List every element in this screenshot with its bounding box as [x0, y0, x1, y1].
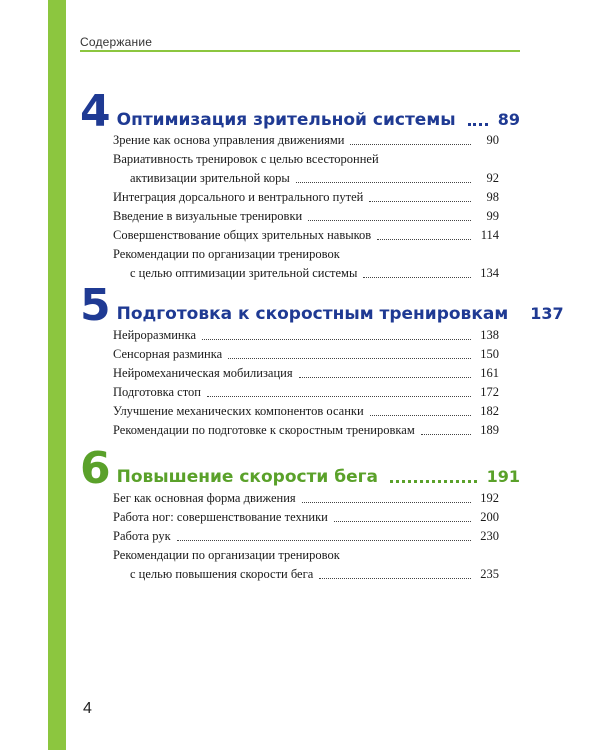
toc-entry[interactable]: Рекомендации по подготовке к скоростным тренировкам 189 [113, 423, 499, 437]
chapter-page: 89 [497, 110, 520, 129]
toc-entry-continued[interactable]: с целью оптимизации зрительной системы 134 [130, 266, 499, 280]
chapter-page: 137 [530, 304, 564, 323]
toc-entry[interactable]: Работа ног: совершенствование техники 200 [113, 510, 499, 524]
toc-entry[interactable]: Интеграция дорсального и вентрального путей 98 [113, 190, 499, 204]
chapter-leader-dots [390, 480, 477, 483]
chapter-4-entries [113, 131, 499, 283]
chapter-5-entries [113, 326, 499, 440]
toc-entry[interactable]: Нейроразминка 138 [113, 328, 499, 342]
chapter-title: Оптимизация зрительной системы [116, 110, 456, 130]
toc-entry[interactable]: Сенсорная разминка 150 [113, 347, 499, 361]
chapter-leader-dots [468, 123, 488, 126]
toc-entry[interactable]: Бег как основная форма движения 192 [113, 491, 499, 505]
chapter-6-entries [113, 489, 499, 584]
chapter-5-heading[interactable] [80, 280, 564, 331]
toc-entry[interactable]: Нейромеханическая мобилизация 161 [113, 366, 499, 380]
chapter-number: 6 [80, 443, 111, 494]
chapter-title: Подготовка к скоростным тренировкам [116, 304, 509, 324]
chapter-number: 4 [80, 86, 111, 137]
toc-entry[interactable]: Вариативность тренировок с целью всесторонней [113, 152, 379, 166]
toc-entry[interactable]: Рекомендации по организации тренировок [113, 247, 340, 261]
page-number: 4 [83, 700, 92, 717]
chapter-number: 5 [80, 280, 111, 331]
chapter-6-heading[interactable] [80, 443, 520, 494]
toc-entry[interactable]: Рекомендации по организации тренировок [113, 548, 340, 562]
toc-entry-continued[interactable]: с целью повышения скорости бега 235 [130, 567, 499, 581]
toc-entry[interactable]: Совершенствование общих зрительных навыков 114 [113, 228, 499, 242]
side-color-bar [48, 0, 66, 750]
toc-entry[interactable]: Зрение как основа управления движениями 90 [113, 133, 499, 147]
toc-entry[interactable]: Подготовка стоп 172 [113, 385, 499, 399]
chapter-4-heading[interactable] [80, 86, 520, 137]
header-rule [80, 50, 520, 52]
running-head: Содержание [80, 35, 153, 49]
chapter-title: Повышение скорости бега [116, 467, 379, 487]
toc-entry[interactable]: Улучшение механических компонентов осанки 182 [113, 404, 499, 418]
toc-entry-continued[interactable]: активизации зрительной коры 92 [130, 171, 499, 185]
toc-entry[interactable]: Работа рук 230 [113, 529, 499, 543]
toc-entry[interactable]: Введение в визуальные тренировки 99 [113, 209, 499, 223]
chapter-page: 191 [486, 467, 520, 486]
